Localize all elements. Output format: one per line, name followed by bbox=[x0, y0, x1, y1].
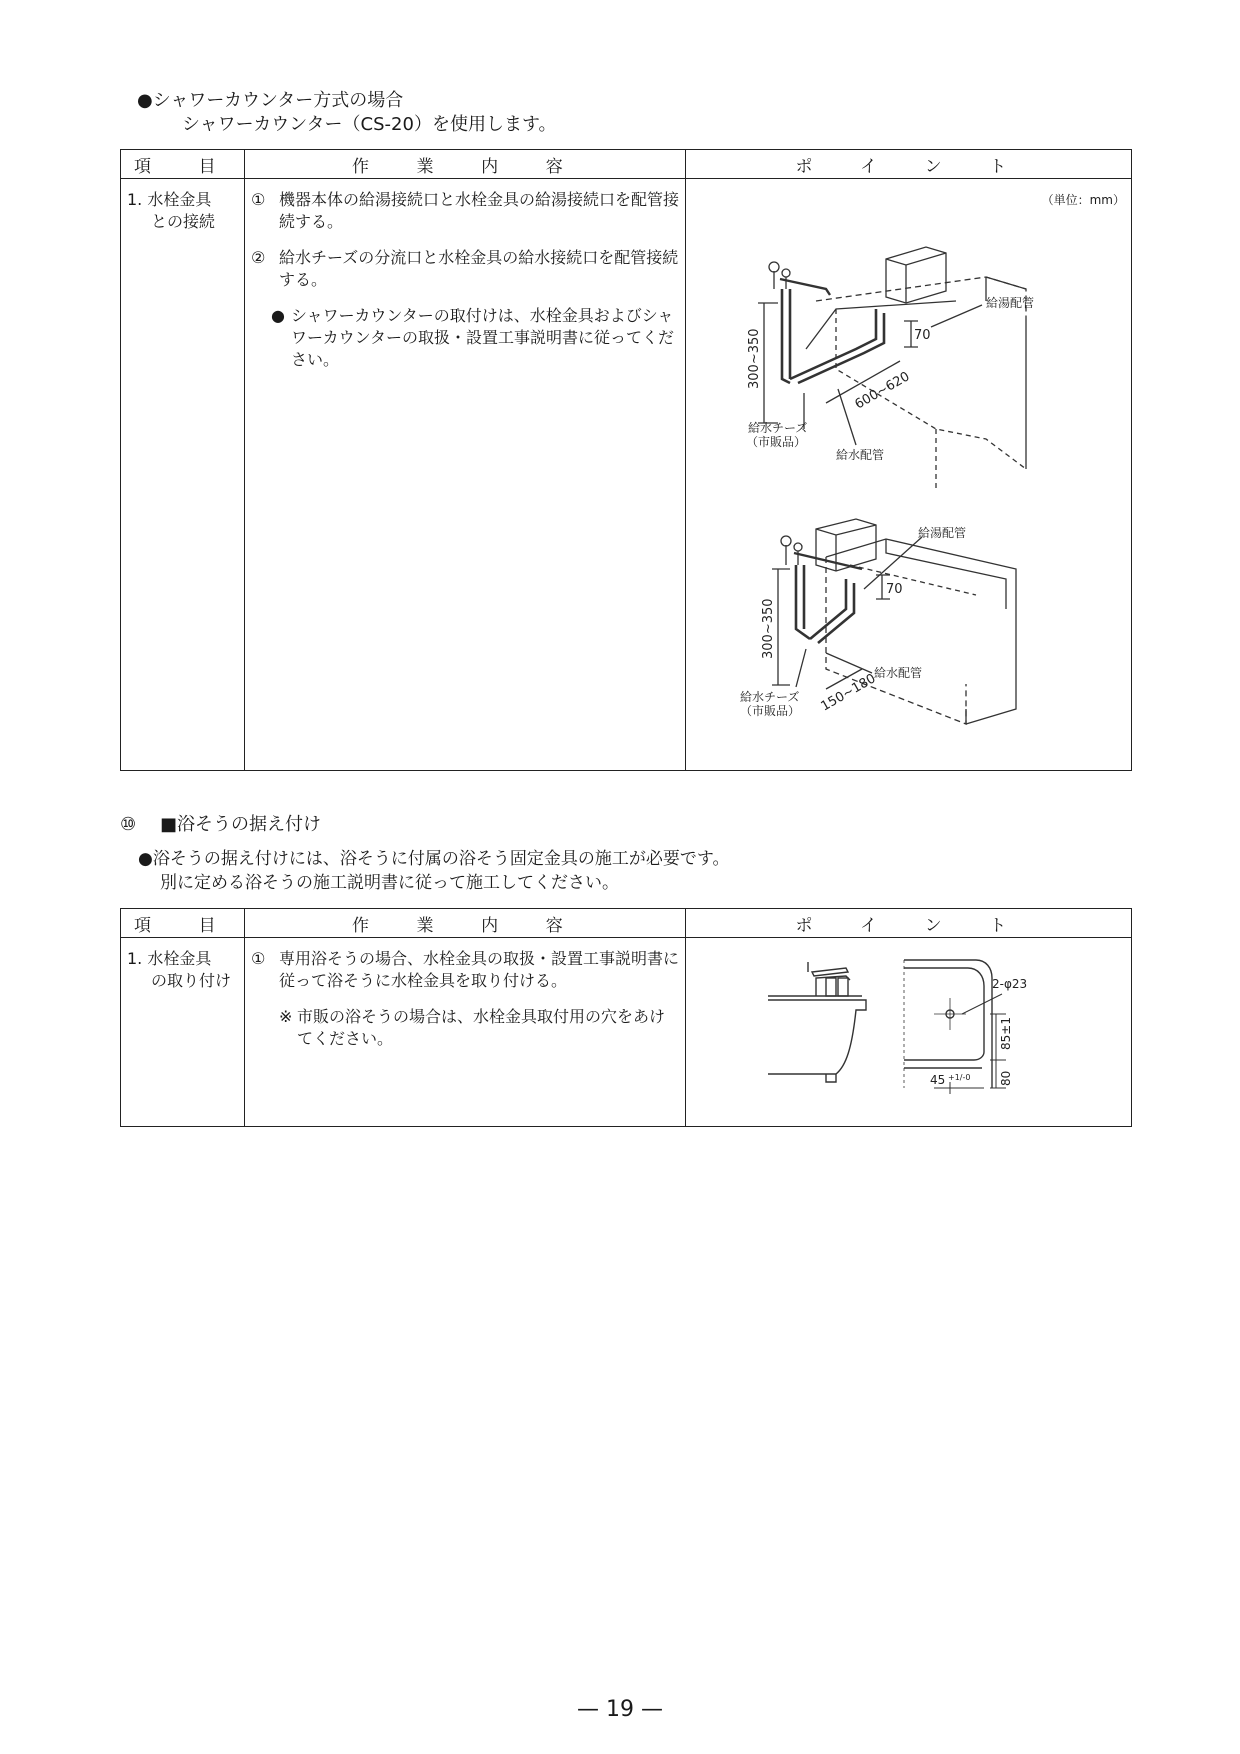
item-label-line2: の取り付け bbox=[151, 971, 232, 990]
item-label-line1: 1. 水栓金具 bbox=[127, 190, 212, 209]
step-2-text: 給水チーズの分流口と水栓金具の給水接続口を配管接続する。 bbox=[279, 248, 679, 289]
note bbox=[251, 1006, 679, 1050]
d2-dim-300-350: 300~350 bbox=[761, 598, 776, 659]
section2-title: ■浴そうの据え付け bbox=[160, 814, 322, 835]
d2-water-pipe: 給水配管 bbox=[874, 666, 923, 680]
table-shower-counter bbox=[120, 149, 1132, 771]
item-cell bbox=[121, 938, 245, 1127]
d2-tee-label-2: （市販品） bbox=[740, 704, 801, 718]
item-label-line2: との接続 bbox=[151, 212, 216, 231]
step-2-number: ② bbox=[251, 248, 266, 267]
header-work: 作 業 内 容 bbox=[245, 150, 686, 179]
point-cell bbox=[686, 179, 1132, 771]
d1-dim-70: 70 bbox=[914, 328, 931, 343]
section2-number: ⑩ bbox=[120, 814, 137, 835]
header-work: 作 業 内 容 bbox=[245, 909, 686, 938]
d1-tee-label: 給水チーズ bbox=[748, 421, 808, 435]
d2-tee-label: 給水チーズ bbox=[740, 690, 800, 704]
bullet-note bbox=[251, 305, 679, 371]
item-label-line1: 1. 水栓金具 bbox=[127, 949, 212, 968]
d1-water-pipe: 給水配管 bbox=[836, 448, 885, 462]
header-item: 項 目 bbox=[121, 150, 245, 179]
section2-bullet-line2: 別に定める浴そうの施工説明書に従って施工してください。 bbox=[160, 873, 619, 893]
d1-tee-label-2: （市販品） bbox=[746, 435, 807, 449]
dim-85: 85±1 bbox=[999, 1017, 1013, 1050]
section2-bullet-line1: ●浴そうの据え付けには、浴そうに付属の浴そう固定金具の施工が必要です。 bbox=[138, 849, 730, 869]
work-cell bbox=[245, 179, 686, 771]
dim-45-tolerance: +1/-0 bbox=[948, 1073, 971, 1082]
d1-dim-600-620: 600~620 bbox=[852, 369, 913, 413]
section1-subtitle: シャワーカウンター（CS-20）を使用します。 bbox=[182, 114, 557, 135]
bullet-text: シャワーカウンターの取付けは、水栓金具およびシャワーカウンターの取扱・設置工事説明書に従ってください。 bbox=[291, 306, 675, 369]
diagram-bathtub-faucet bbox=[686, 938, 1132, 1126]
d2-dim-70: 70 bbox=[886, 582, 903, 597]
d1-dim-300-350: 300~350 bbox=[747, 328, 762, 389]
diagram-shower-counter-narrow bbox=[686, 509, 1132, 729]
step-1-text: 機器本体の給湯接続口と水栓金具の給湯接続口を配管接続する。 bbox=[279, 190, 680, 231]
item-cell bbox=[121, 179, 245, 771]
dim-45: 45 bbox=[930, 1073, 946, 1087]
step-1-text: 専用浴そうの場合、水栓金具の取扱・設置工事説明書に従って浴そうに水栓金具を取り付ける。 bbox=[279, 949, 680, 990]
header-item: 項 目 bbox=[121, 909, 245, 938]
note-mark: ※ bbox=[279, 1007, 293, 1026]
bullet-mark: ● bbox=[271, 306, 285, 325]
page-number: — 19 — bbox=[577, 1697, 663, 1722]
step-1 bbox=[251, 189, 679, 233]
table-bathtub-install bbox=[120, 908, 1132, 1127]
d2-hot-pipe: 給湯配管 bbox=[918, 526, 967, 540]
dim-80: 80 bbox=[999, 1070, 1013, 1086]
work-cell bbox=[245, 938, 686, 1127]
unit-note: （単位：mm） bbox=[1041, 193, 1125, 207]
step-1 bbox=[251, 948, 679, 992]
step-1-number: ① bbox=[251, 190, 266, 209]
point-cell bbox=[686, 938, 1132, 1127]
step-2 bbox=[251, 247, 679, 291]
section1-title: ●シャワーカウンター方式の場合 bbox=[137, 90, 404, 111]
diagram-shower-counter-wide bbox=[686, 229, 1132, 489]
d2-dim-150-180: 150~180 bbox=[818, 671, 879, 715]
step-1-number: ① bbox=[251, 949, 266, 968]
d1-hot-pipe: 給湯配管 bbox=[986, 296, 1035, 310]
header-point: ポ イ ン ト bbox=[686, 909, 1132, 938]
header-point: ポ イ ン ト bbox=[686, 150, 1132, 179]
note-text: 市販の浴そうの場合は、水栓金具取付用の穴をあけてください。 bbox=[297, 1007, 666, 1048]
dim-hole: 2-φ23 bbox=[992, 977, 1028, 991]
